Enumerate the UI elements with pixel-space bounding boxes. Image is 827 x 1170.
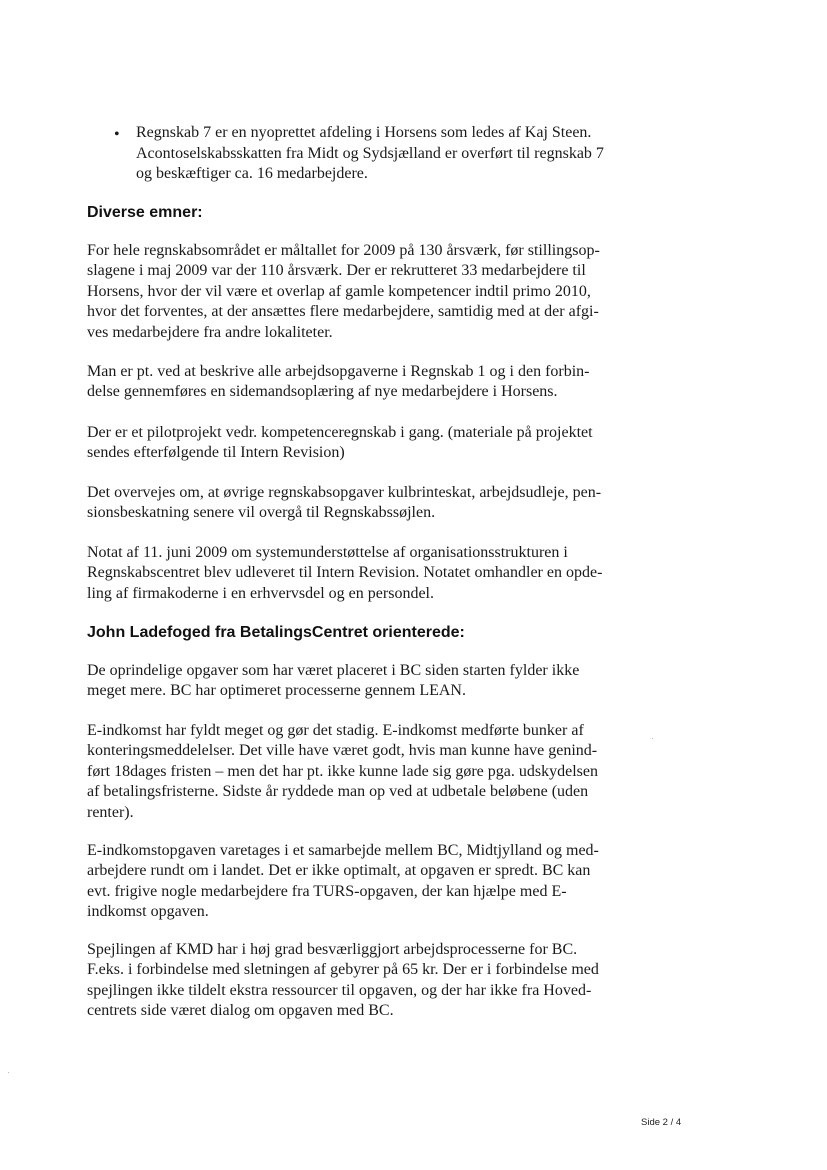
text-line: For hele regnskabsområdet er måltallet for 2009 på 130 årsværk, før stillingsop- (87, 242, 600, 259)
text-line: hvor det forventes, at der ansættes flere medarbejdere, samtidig med at der afgi- (87, 303, 599, 321)
text-line: Regnskabscentret blev udleveret til Intern Revision. Notatet omhandler en opde- (87, 564, 603, 582)
paragraph (87, 241, 632, 343)
text-line: evt. frigive nogle medarbejdere fra TURS-opgaven, der kan hjælpe med E- (87, 882, 567, 900)
text-line: ling af firmakoderne i en erhvervsdel og en persondel. (87, 584, 434, 602)
text-line: Regnskab 7 er en nyoprettet afdeling i Horsens som ledes af Kaj Steen. (136, 124, 592, 141)
paragraph (87, 483, 632, 524)
paragraph (87, 721, 632, 823)
text-line: delse gennemføres en sidemandsoplæring af nye medarbejdere i Horsens. (87, 383, 558, 401)
text-line: Acontoselskabsskatten fra Midt og Sydsjælland er overført til regnskab 7 (136, 144, 604, 162)
text-line: konteringsmeddelelser. Det ville have været godt, hvis man kunne have genind- (87, 742, 598, 760)
paragraph (87, 841, 632, 923)
text-line: sionsbeskatning senere vil overgå til Regnskabssøjlen. (87, 504, 436, 522)
paragraph (87, 362, 632, 403)
text-line: Spejlingen af KMD har i høj grad besværliggjort arbejdsprocesserne for BC. (87, 941, 578, 958)
paragraph (87, 661, 632, 702)
text-line: E-indkomstopgaven varetages i et samarbejde mellem BC, Midtjylland og med- (87, 842, 599, 859)
text-line: F.eks. i forbindelse med sletningen af gebyrer på 65 kr. Der er i forbindelse med (87, 961, 599, 979)
text-line: E-indkomst har fyldt meget og gør det stadig. E-indkomst medførte bunker af (87, 722, 584, 739)
text-line: Der er et pilotprojekt vedr. kompetenceregnskab i gang. (materiale på projektet (87, 424, 593, 441)
section-heading-betalingscentret: John Ladefoged fra BetalingsCentret orienterede: (87, 624, 465, 641)
text-line: meget mere. BC har optimeret processerne gennem LEAN. (87, 682, 466, 700)
text-line: slagene i maj 2009 var der 110 årsværk. Der er rekrutteret 33 medarbejdere til (87, 262, 586, 280)
text-line: sendes efterfølgende til Intern Revision) (87, 444, 345, 462)
text-line: De oprindelige opgaver som har været placeret i BC siden starten fylder ikke (87, 662, 580, 679)
scan-speck (8, 1072, 9, 1073)
text-line: Horsens, hvor der vil være et overlap af gamle kompetencer indtil primo 2010, (87, 282, 591, 300)
text-line: Det overvejes om, at øvrige regnskabsopgaver kulbrinteskat, arbejdsudleje, pen- (87, 484, 602, 501)
text-line: af betalingsfristerne. Sidste år ryddede man op ved at udbetale beløbene (uden (87, 783, 589, 801)
text-line: renter). (87, 803, 134, 821)
text-line: ves medarbejdere fra andre lokaliteter. (87, 323, 333, 341)
paragraph (87, 543, 632, 604)
bullet-dot-icon: • (114, 126, 120, 143)
bullet-text (136, 123, 636, 185)
section-heading-diverse: Diverse emner: (87, 204, 203, 221)
text-line: Man er pt. ved at beskrive alle arbejdsopgaverne i Regnskab 1 og i den forbin- (87, 363, 590, 380)
text-line: ført 18dages fristen – men det har pt. ikke kunne lade sig gøre pga. udskydelsen (87, 762, 598, 780)
text-line: spejlingen ikke tildelt ekstra ressourcer til opgaven, og der har ikke fra Hoved- (87, 981, 592, 999)
paragraph (87, 940, 632, 1022)
scan-speck (652, 738, 653, 739)
page-number: Side 2 / 4 (641, 1117, 682, 1128)
text-line: Notat af 11. juni 2009 om systemunderstøttelse af organisationsstrukturen i (87, 544, 568, 561)
text-line: indkomst opgaven. (87, 903, 209, 921)
paragraph (87, 423, 632, 464)
text-line: arbejdere rundt om i landet. Det er ikke optimalt, at opgaven er spredt. BC kan (87, 862, 591, 880)
text-line: og beskæftiger ca. 16 medarbejdere. (136, 165, 368, 182)
text-line: centrets side været dialog om opgaven med BC. (87, 1002, 394, 1020)
